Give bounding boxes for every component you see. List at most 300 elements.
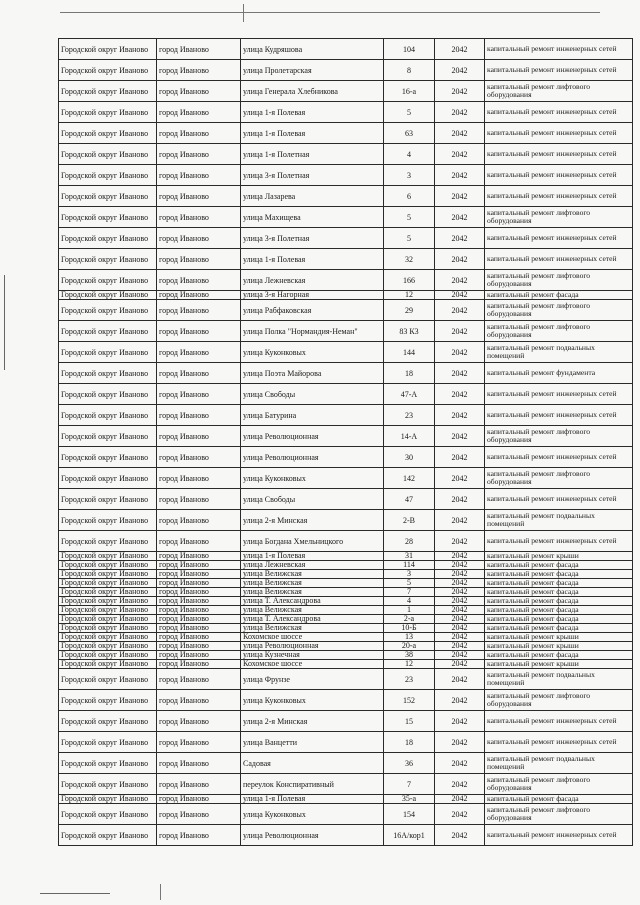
- work-type-cell: капитальный ремонт крыши: [485, 642, 633, 651]
- city-cell: город Иваново: [157, 384, 241, 405]
- work-type-cell: капитальный ремонт инженерных сетей: [485, 228, 633, 249]
- work-type-cell: капитальный ремонт лифтового оборудования: [485, 270, 633, 291]
- work-type-cell: капитальный ремонт лифтового оборудования: [485, 300, 633, 321]
- work-type-cell: капитальный ремонт лифтового оборудования: [485, 81, 633, 102]
- street-cell: улица Революционная: [241, 426, 384, 447]
- city-cell: город Иваново: [157, 552, 241, 561]
- street-cell: улица Махищева: [241, 207, 384, 228]
- house-number-cell: 31: [384, 552, 435, 561]
- district-cell: Городской округ Иваново: [59, 651, 157, 660]
- street-cell: улица Богдана Хмельницкого: [241, 531, 384, 552]
- table-row: [59, 642, 633, 651]
- year-cell: 2042: [435, 447, 485, 468]
- work-type-cell: капитальный ремонт инженерных сетей: [485, 39, 633, 60]
- district-cell: Городской округ Иваново: [59, 426, 157, 447]
- year-cell: 2042: [435, 804, 485, 825]
- table-row: [59, 249, 633, 270]
- district-cell: Городской округ Иваново: [59, 633, 157, 642]
- city-cell: город Иваново: [157, 207, 241, 228]
- work-type-cell: капитальный ремонт инженерных сетей: [485, 405, 633, 426]
- city-cell: город Иваново: [157, 642, 241, 651]
- house-number-cell: 3: [384, 165, 435, 186]
- table-row: [59, 60, 633, 81]
- street-cell: улица 3-я Нагорная: [241, 291, 384, 300]
- work-type-cell: капитальный ремонт лифтового оборудования: [485, 690, 633, 711]
- house-number-cell: 142: [384, 468, 435, 489]
- house-number-cell: 152: [384, 690, 435, 711]
- street-cell: улица Велижская: [241, 570, 384, 579]
- district-cell: Городской округ Иваново: [59, 291, 157, 300]
- city-cell: город Иваново: [157, 651, 241, 660]
- year-cell: 2042: [435, 321, 485, 342]
- house-number-cell: 114: [384, 561, 435, 570]
- table-row: [59, 144, 633, 165]
- city-cell: город Иваново: [157, 531, 241, 552]
- street-cell: улица 2-я Минская: [241, 711, 384, 732]
- house-number-cell: 5: [384, 579, 435, 588]
- table-row: [59, 633, 633, 642]
- table-row: [59, 624, 633, 633]
- city-cell: город Иваново: [157, 165, 241, 186]
- work-type-cell: капитальный ремонт подвальных помещений: [485, 669, 633, 690]
- street-cell: улица Поэта Майорова: [241, 363, 384, 384]
- street-cell: улица Т. Александрова: [241, 615, 384, 624]
- year-cell: 2042: [435, 531, 485, 552]
- work-type-cell: капитальный ремонт крыши: [485, 552, 633, 561]
- city-cell: город Иваново: [157, 579, 241, 588]
- house-number-cell: 15: [384, 711, 435, 732]
- year-cell: 2042: [435, 753, 485, 774]
- work-type-cell: капитальный ремонт фундамента: [485, 363, 633, 384]
- city-cell: город Иваново: [157, 270, 241, 291]
- work-type-cell: капитальный ремонт инженерных сетей: [485, 123, 633, 144]
- district-cell: Городской округ Иваново: [59, 270, 157, 291]
- city-cell: город Иваново: [157, 39, 241, 60]
- work-type-cell: капитальный ремонт фасада: [485, 291, 633, 300]
- house-number-cell: 12: [384, 660, 435, 669]
- work-type-cell: капитальный ремонт инженерных сетей: [485, 825, 633, 846]
- city-cell: город Иваново: [157, 489, 241, 510]
- house-number-cell: 28: [384, 531, 435, 552]
- house-number-cell: 16-а: [384, 81, 435, 102]
- city-cell: город Иваново: [157, 633, 241, 642]
- table-row: [59, 690, 633, 711]
- city-cell: город Иваново: [157, 588, 241, 597]
- city-cell: город Иваново: [157, 732, 241, 753]
- house-number-cell: 8: [384, 60, 435, 81]
- year-cell: 2042: [435, 60, 485, 81]
- house-number-cell: 36: [384, 753, 435, 774]
- street-cell: улица 3-я Полетная: [241, 228, 384, 249]
- work-type-cell: капитальный ремонт инженерных сетей: [485, 186, 633, 207]
- street-cell: улица Фрунзе: [241, 669, 384, 690]
- street-cell: улица Пролетарская: [241, 60, 384, 81]
- year-cell: 2042: [435, 228, 485, 249]
- work-type-cell: капитальный ремонт лифтового оборудования: [485, 321, 633, 342]
- city-cell: город Иваново: [157, 291, 241, 300]
- city-cell: город Иваново: [157, 711, 241, 732]
- district-cell: Городской округ Иваново: [59, 606, 157, 615]
- street-cell: улица Велижская: [241, 606, 384, 615]
- district-cell: Городской округ Иваново: [59, 804, 157, 825]
- district-cell: Городской округ Иваново: [59, 642, 157, 651]
- house-number-cell: 30: [384, 447, 435, 468]
- city-cell: город Иваново: [157, 447, 241, 468]
- house-number-cell: 7: [384, 588, 435, 597]
- street-cell: улица Кудряшова: [241, 39, 384, 60]
- work-type-cell: капитальный ремонт фасада: [485, 588, 633, 597]
- table-row: [59, 570, 633, 579]
- house-number-cell: 6: [384, 186, 435, 207]
- district-cell: Городской округ Иваново: [59, 660, 157, 669]
- year-cell: 2042: [435, 588, 485, 597]
- year-cell: 2042: [435, 624, 485, 633]
- district-cell: Городской округ Иваново: [59, 690, 157, 711]
- district-cell: Городской округ Иваново: [59, 384, 157, 405]
- work-type-cell: капитальный ремонт фасада: [485, 615, 633, 624]
- work-type-cell: капитальный ремонт лифтового оборудования: [485, 468, 633, 489]
- district-cell: Городской округ Иваново: [59, 795, 157, 804]
- street-cell: улица 1-я Полевая: [241, 249, 384, 270]
- district-cell: Городской округ Иваново: [59, 753, 157, 774]
- city-cell: город Иваново: [157, 615, 241, 624]
- house-number-cell: 29: [384, 300, 435, 321]
- street-cell: улица Полка "Нормандия-Неман": [241, 321, 384, 342]
- work-type-cell: капитальный ремонт инженерных сетей: [485, 249, 633, 270]
- street-cell: улица Велижская: [241, 579, 384, 588]
- year-cell: 2042: [435, 300, 485, 321]
- house-number-cell: 20-а: [384, 642, 435, 651]
- table-row: [59, 300, 633, 321]
- city-cell: город Иваново: [157, 624, 241, 633]
- year-cell: 2042: [435, 660, 485, 669]
- work-type-cell: капитальный ремонт фасада: [485, 579, 633, 588]
- street-cell: улица Рабфаковская: [241, 300, 384, 321]
- year-cell: 2042: [435, 615, 485, 624]
- work-type-cell: капитальный ремонт фасада: [485, 570, 633, 579]
- work-type-cell: капитальный ремонт инженерных сетей: [485, 447, 633, 468]
- year-cell: 2042: [435, 732, 485, 753]
- city-cell: город Иваново: [157, 363, 241, 384]
- scan-mark-bottom-left: [40, 893, 110, 894]
- district-cell: Городской округ Иваново: [59, 588, 157, 597]
- district-cell: Городской округ Иваново: [59, 552, 157, 561]
- district-cell: Городской округ Иваново: [59, 669, 157, 690]
- table-row: [59, 165, 633, 186]
- street-cell: улица Куконковых: [241, 690, 384, 711]
- house-number-cell: 18: [384, 732, 435, 753]
- year-cell: 2042: [435, 186, 485, 207]
- district-cell: Городской округ Иваново: [59, 510, 157, 531]
- work-type-cell: капитальный ремонт крыши: [485, 660, 633, 669]
- year-cell: 2042: [435, 795, 485, 804]
- work-type-cell: капитальный ремонт инженерных сетей: [485, 531, 633, 552]
- house-number-cell: 83 К3: [384, 321, 435, 342]
- year-cell: 2042: [435, 363, 485, 384]
- house-number-cell: 23: [384, 405, 435, 426]
- year-cell: 2042: [435, 342, 485, 363]
- house-number-cell: 4: [384, 144, 435, 165]
- house-number-cell: 16А/кор1: [384, 825, 435, 846]
- table-row: [59, 825, 633, 846]
- scan-mark-left: [4, 275, 5, 370]
- district-cell: Городской округ Иваново: [59, 570, 157, 579]
- work-type-cell: капитальный ремонт фасада: [485, 597, 633, 606]
- work-type-cell: капитальный ремонт инженерных сетей: [485, 165, 633, 186]
- table-row: [59, 669, 633, 690]
- house-number-cell: 3: [384, 570, 435, 579]
- house-number-cell: 13: [384, 633, 435, 642]
- house-number-cell: 5: [384, 207, 435, 228]
- city-cell: город Иваново: [157, 342, 241, 363]
- city-cell: город Иваново: [157, 570, 241, 579]
- table-row: [59, 102, 633, 123]
- table-row: [59, 597, 633, 606]
- year-cell: 2042: [435, 825, 485, 846]
- work-type-cell: капитальный ремонт подвальных помещений: [485, 753, 633, 774]
- street-cell: улица 2-я Минская: [241, 510, 384, 531]
- city-cell: город Иваново: [157, 102, 241, 123]
- table-row: [59, 342, 633, 363]
- scan-mark-top-tick: [243, 4, 244, 22]
- house-number-cell: 5: [384, 102, 435, 123]
- district-cell: Городской округ Иваново: [59, 597, 157, 606]
- year-cell: 2042: [435, 570, 485, 579]
- street-cell: улица 1-я Полевая: [241, 795, 384, 804]
- district-cell: Городской округ Иваново: [59, 561, 157, 570]
- city-cell: город Иваново: [157, 825, 241, 846]
- year-cell: 2042: [435, 123, 485, 144]
- city-cell: город Иваново: [157, 426, 241, 447]
- table-row: [59, 405, 633, 426]
- work-type-cell: капитальный ремонт инженерных сетей: [485, 144, 633, 165]
- city-cell: город Иваново: [157, 144, 241, 165]
- table-row: [59, 123, 633, 144]
- city-cell: город Иваново: [157, 405, 241, 426]
- city-cell: город Иваново: [157, 669, 241, 690]
- year-cell: 2042: [435, 207, 485, 228]
- district-cell: Городской округ Иваново: [59, 624, 157, 633]
- street-cell: улица Велижская: [241, 624, 384, 633]
- district-cell: Городской округ Иваново: [59, 447, 157, 468]
- street-cell: улица Лазарева: [241, 186, 384, 207]
- city-cell: город Иваново: [157, 660, 241, 669]
- table-row: [59, 291, 633, 300]
- work-type-cell: капитальный ремонт инженерных сетей: [485, 102, 633, 123]
- district-cell: Городской округ Иваново: [59, 81, 157, 102]
- house-number-cell: 154: [384, 804, 435, 825]
- district-cell: Городской округ Иваново: [59, 300, 157, 321]
- street-cell: улица Генерала Хлебникова: [241, 81, 384, 102]
- year-cell: 2042: [435, 102, 485, 123]
- table-row: [59, 804, 633, 825]
- city-cell: город Иваново: [157, 795, 241, 804]
- district-cell: Городской округ Иваново: [59, 774, 157, 795]
- table-row: [59, 426, 633, 447]
- table-row: [59, 606, 633, 615]
- table-row: [59, 384, 633, 405]
- year-cell: 2042: [435, 669, 485, 690]
- house-number-cell: 12: [384, 291, 435, 300]
- work-type-cell: капитальный ремонт лифтового оборудования: [485, 804, 633, 825]
- street-cell: улица Ванцетти: [241, 732, 384, 753]
- house-number-cell: 38: [384, 651, 435, 660]
- work-type-cell: капитальный ремонт крыши: [485, 633, 633, 642]
- year-cell: 2042: [435, 39, 485, 60]
- house-number-cell: 47-А: [384, 384, 435, 405]
- street-cell: Кохомское шоссе: [241, 633, 384, 642]
- house-number-cell: 4: [384, 597, 435, 606]
- street-cell: Садовая: [241, 753, 384, 774]
- work-type-cell: капитальный ремонт лифтового оборудования: [485, 207, 633, 228]
- table-row: [59, 651, 633, 660]
- table-row: [59, 795, 633, 804]
- district-cell: Городской округ Иваново: [59, 732, 157, 753]
- house-number-cell: 104: [384, 39, 435, 60]
- work-type-cell: капитальный ремонт подвальных помещений: [485, 342, 633, 363]
- street-cell: улица Т. Александрова: [241, 597, 384, 606]
- year-cell: 2042: [435, 426, 485, 447]
- city-cell: город Иваново: [157, 123, 241, 144]
- street-cell: улица Лежневская: [241, 270, 384, 291]
- year-cell: 2042: [435, 468, 485, 489]
- work-type-cell: капитальный ремонт инженерных сетей: [485, 384, 633, 405]
- table-row: [59, 489, 633, 510]
- table-row: [59, 552, 633, 561]
- street-cell: улица Кузнечная: [241, 651, 384, 660]
- year-cell: 2042: [435, 579, 485, 588]
- street-cell: улица 1-я Полевая: [241, 552, 384, 561]
- work-type-cell: капитальный ремонт лифтового оборудования: [485, 426, 633, 447]
- house-number-cell: 14-А: [384, 426, 435, 447]
- street-cell: переулок Конспиративный: [241, 774, 384, 795]
- year-cell: 2042: [435, 510, 485, 531]
- city-cell: город Иваново: [157, 606, 241, 615]
- year-cell: 2042: [435, 270, 485, 291]
- street-cell: улица 1-я Полетная: [241, 144, 384, 165]
- street-cell: улица Куконковых: [241, 804, 384, 825]
- table-row: [59, 468, 633, 489]
- work-type-cell: капитальный ремонт инженерных сетей: [485, 489, 633, 510]
- table-row: [59, 660, 633, 669]
- year-cell: 2042: [435, 405, 485, 426]
- district-cell: Городской округ Иваново: [59, 489, 157, 510]
- city-cell: город Иваново: [157, 690, 241, 711]
- year-cell: 2042: [435, 606, 485, 615]
- street-cell: улица Революционная: [241, 642, 384, 651]
- city-cell: город Иваново: [157, 774, 241, 795]
- table-row: [59, 363, 633, 384]
- district-cell: Городской округ Иваново: [59, 363, 157, 384]
- table-row: [59, 615, 633, 624]
- table-row: [59, 561, 633, 570]
- year-cell: 2042: [435, 651, 485, 660]
- district-cell: Городской округ Иваново: [59, 579, 157, 588]
- table-row: [59, 732, 633, 753]
- table-row: [59, 588, 633, 597]
- year-cell: 2042: [435, 291, 485, 300]
- street-cell: улица 1-я Полевая: [241, 102, 384, 123]
- work-type-cell: капитальный ремонт фасада: [485, 561, 633, 570]
- table-row: [59, 774, 633, 795]
- house-number-cell: 63: [384, 123, 435, 144]
- city-cell: город Иваново: [157, 510, 241, 531]
- street-cell: улица Революционная: [241, 825, 384, 846]
- street-cell: улица Лежневская: [241, 561, 384, 570]
- work-type-cell: капитальный ремонт лифтового оборудования: [485, 774, 633, 795]
- district-cell: Городской округ Иваново: [59, 615, 157, 624]
- house-number-cell: 2-В: [384, 510, 435, 531]
- house-number-cell: 32: [384, 249, 435, 270]
- street-cell: Кохомское шоссе: [241, 660, 384, 669]
- year-cell: 2042: [435, 552, 485, 561]
- district-cell: Городской округ Иваново: [59, 144, 157, 165]
- city-cell: город Иваново: [157, 597, 241, 606]
- district-cell: Городской округ Иваново: [59, 39, 157, 60]
- street-cell: улица Велижская: [241, 588, 384, 597]
- city-cell: город Иваново: [157, 60, 241, 81]
- district-cell: Городской округ Иваново: [59, 228, 157, 249]
- city-cell: город Иваново: [157, 81, 241, 102]
- city-cell: город Иваново: [157, 249, 241, 270]
- street-cell: улица 3-я Полетная: [241, 165, 384, 186]
- table-row: [59, 579, 633, 588]
- street-cell: улица 1-я Полевая: [241, 123, 384, 144]
- year-cell: 2042: [435, 597, 485, 606]
- district-cell: Городской округ Иваново: [59, 186, 157, 207]
- house-number-cell: 166: [384, 270, 435, 291]
- table-row: [59, 531, 633, 552]
- district-cell: Городской округ Иваново: [59, 249, 157, 270]
- street-cell: улица Революционная: [241, 447, 384, 468]
- year-cell: 2042: [435, 384, 485, 405]
- city-cell: город Иваново: [157, 561, 241, 570]
- house-number-cell: 7: [384, 774, 435, 795]
- table-row: [59, 753, 633, 774]
- table-row: [59, 711, 633, 732]
- year-cell: 2042: [435, 489, 485, 510]
- city-cell: город Иваново: [157, 228, 241, 249]
- city-cell: город Иваново: [157, 186, 241, 207]
- district-cell: Городской округ Иваново: [59, 711, 157, 732]
- district-cell: Городской округ Иваново: [59, 207, 157, 228]
- work-type-cell: капитальный ремонт фасада: [485, 606, 633, 615]
- year-cell: 2042: [435, 249, 485, 270]
- city-cell: город Иваново: [157, 468, 241, 489]
- district-cell: Городской округ Иваново: [59, 321, 157, 342]
- house-number-cell: 18: [384, 363, 435, 384]
- year-cell: 2042: [435, 561, 485, 570]
- street-cell: улица Свободы: [241, 489, 384, 510]
- scan-mark-top: [60, 12, 600, 13]
- city-cell: город Иваново: [157, 321, 241, 342]
- work-type-cell: капитальный ремонт инженерных сетей: [485, 60, 633, 81]
- street-cell: улица Куконковых: [241, 342, 384, 363]
- district-cell: Городской округ Иваново: [59, 165, 157, 186]
- district-cell: Городской округ Иваново: [59, 60, 157, 81]
- table-row: [59, 321, 633, 342]
- street-cell: улица Батурина: [241, 405, 384, 426]
- scan-mark-bottom-tick: [160, 884, 161, 900]
- district-cell: Городской округ Иваново: [59, 102, 157, 123]
- house-number-cell: 2-а: [384, 615, 435, 624]
- year-cell: 2042: [435, 711, 485, 732]
- year-cell: 2042: [435, 690, 485, 711]
- street-cell: улица Куконковых: [241, 468, 384, 489]
- capital-repair-table: [58, 38, 633, 846]
- house-number-cell: 35-а: [384, 795, 435, 804]
- table-row: [59, 447, 633, 468]
